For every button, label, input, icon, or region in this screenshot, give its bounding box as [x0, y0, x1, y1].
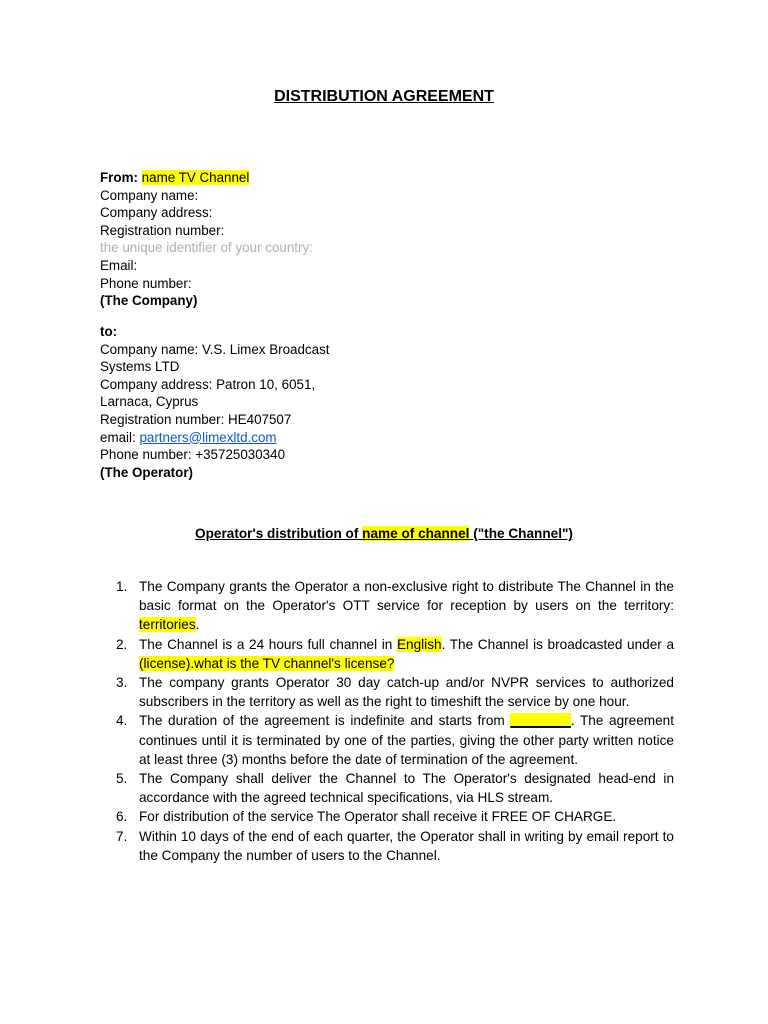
document-title: DISTRIBUTION AGREEMENT — [274, 88, 494, 105]
language-placeholder: English — [396, 636, 442, 652]
to-email-label: email: — [100, 429, 140, 445]
from-phone: Phone number: — [100, 275, 192, 291]
list-item-number: 6. — [116, 809, 128, 825]
start-date-blank: ________ — [510, 713, 571, 729]
to-phone: Phone number: +35725030340 — [100, 447, 286, 463]
email-link[interactable]: partners@limexltd.com — [139, 429, 277, 445]
to-registration-number: Registration number: HE407507 — [100, 411, 292, 427]
list-item — [116, 711, 674, 769]
list-item-number: 5. — [116, 771, 128, 787]
term-4-end: . The agreement continues until it is terminated by one of the parties, giving the other party written notice at least three (3) months before the date of termination of the agreement. — [139, 713, 674, 767]
terms-list — [116, 577, 674, 865]
from-identifier-hint: the unique identifier of your country: — [100, 240, 313, 256]
list-item-text — [139, 577, 674, 635]
list-item-number: 2. — [116, 636, 128, 652]
list-item-number: 4. — [116, 713, 128, 729]
from-label: From: — [100, 170, 138, 185]
list-item — [116, 807, 674, 826]
section-heading-prefix: Operator's distribution of — [195, 526, 363, 541]
from-email: Email: — [100, 257, 138, 273]
list-item-text: The Company shall deliver the Channel to The Operator's designated head-end in accordance with the agreed technical specifications, via HLS stream. — [139, 771, 674, 806]
list-item-text: Within 10 days of the end of each quarter, the Operator shall in writing by email report to the Company the number of users to the Channel. — [139, 828, 674, 863]
list-item-text: The company grants Operator 30 day catch-up and/or NVPR services to authorized subscribers in the territory as well as the right to timeshift the service by one hour. — [139, 675, 674, 710]
list-item — [116, 769, 674, 807]
from-party-label: (The Company) — [100, 293, 198, 309]
term-4-text: The duration of the agreement is indefinite and starts from — [139, 713, 511, 729]
from-registration-number: Registration number: — [100, 222, 225, 238]
list-item — [116, 635, 674, 673]
to-label: to: — [100, 324, 118, 339]
to-party-block — [100, 323, 400, 481]
territories-placeholder: territories — [139, 617, 196, 633]
list-item-number: 1. — [116, 579, 128, 594]
list-item-text: For distribution of the service The Operator shall receive it FREE OF CHARGE. — [139, 809, 617, 825]
from-company-address: Company address: — [100, 205, 213, 221]
license-placeholder: (license).what is the TV channel's license? — [139, 655, 395, 671]
channel-name-placeholder: name TV Channel — [141, 170, 250, 185]
section-heading-suffix: ("the Channel") — [469, 526, 573, 541]
list-item-number: 3. — [116, 675, 128, 691]
list-item-number: 7. — [116, 828, 128, 844]
to-company-address-line1: Company address: Patron 10, 6051, — [100, 376, 316, 392]
to-email-line — [100, 429, 400, 447]
channel-name-highlight: name of channel — [362, 526, 470, 541]
to-company-address-line2: Larnaca, Cyprus — [100, 394, 199, 410]
list-item — [116, 673, 674, 711]
term-2-text: The Channel is a 24 hours full channel in — [139, 636, 397, 652]
from-company-name: Company name: — [100, 187, 199, 203]
list-item-text — [139, 711, 674, 769]
term-2-middle: . The Channel is broadcasted under a — [441, 636, 674, 652]
to-company-name-line1: Company name: V.S. Limex Broadcast — [100, 341, 330, 357]
list-item — [116, 827, 674, 865]
from-line — [100, 169, 400, 187]
to-party-label: (The Operator) — [100, 464, 193, 480]
section-heading — [0, 525, 768, 543]
from-party-block — [100, 169, 400, 310]
list-item-text — [139, 635, 674, 673]
list-item — [116, 577, 674, 635]
to-company-name-line2: Systems LTD — [100, 359, 180, 375]
term-1-end: . — [195, 617, 200, 633]
term-1-text: The Company grants the Operator a non-exclusive right to distribute The Channel in the basic format on the Operator's OTT service for reception by users on the territory: — [139, 579, 674, 614]
